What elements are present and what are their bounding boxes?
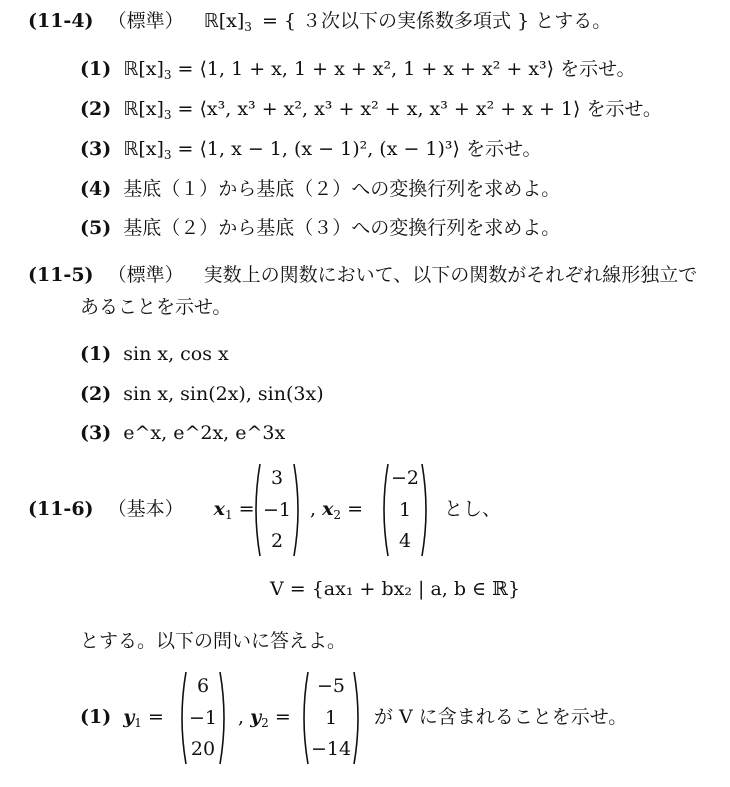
right-paren-icon xyxy=(421,462,431,558)
item-text: 基底（２）から基底（３）への変換行列を求めよ。 xyxy=(123,217,561,239)
vector-entry: 6 xyxy=(196,675,210,697)
vector-entry: −1 xyxy=(262,498,291,521)
problem-11-6-header: (11-6) （基本） $x_1$ = xyxy=(28,498,255,522)
y2-label: , $y_2$ = xyxy=(238,706,291,730)
q1-tail xyxy=(374,708,627,727)
right-paren-icon xyxy=(353,670,363,766)
difficulty-tag: （標準） xyxy=(107,10,184,32)
problem-11-4-item-4 xyxy=(80,180,560,199)
item-number: (1) xyxy=(80,706,112,728)
item-tail: を示せ。 xyxy=(459,138,542,160)
vector-entry: −2 xyxy=(390,467,419,489)
toshi-text xyxy=(444,500,501,519)
problem-11-5-item-2 xyxy=(80,385,324,404)
left-paren-icon xyxy=(299,670,309,766)
problem-11-5-header xyxy=(28,266,697,285)
intro-text: とする。以下の問いに答えよ。 xyxy=(80,630,347,652)
problem-id: (11-4) xyxy=(28,10,94,32)
problem-11-6-intro xyxy=(80,632,346,651)
set-definition xyxy=(270,580,520,599)
vector-entry: 1 xyxy=(398,498,412,521)
problem-11-5-item-3 xyxy=(80,424,285,443)
vector-entry: −14 xyxy=(310,738,352,760)
item-tail: を示せ。 xyxy=(580,98,662,120)
problem-statement-cont: あることを示せ。 xyxy=(80,296,232,318)
problem-11-5-line2 xyxy=(80,298,231,317)
difficulty-tag: （標準） xyxy=(107,264,184,286)
space-definition: = { ３次以下の実係数多項式 } とする。 xyxy=(261,10,612,32)
basis-expression: ⟨1, 1 + x, 1 + x + x², 1 + x + x² + x³⟩ xyxy=(199,58,555,80)
basis-expression: ⟨1, x − 1, (x − 1)², (x − 1)³⟩ xyxy=(199,138,460,160)
space-name: [x] xyxy=(218,10,245,32)
item-number: (4) xyxy=(80,178,112,200)
problem-11-4-header xyxy=(28,10,612,34)
problem-id: (11-6) xyxy=(28,498,94,520)
vector-entry: 4 xyxy=(398,530,412,552)
item-text: 基底（１）から基底（２）への変換行列を求めよ。 xyxy=(123,178,561,200)
item-text: sin x, cos x xyxy=(123,343,229,365)
problem-11-5-item-1 xyxy=(80,345,229,364)
problem-11-4-item-3: (3) $ℝ[x]_3$ = ⟨1, x − 1, (x − 1)², (x − 1)³⟩ を示せ。 xyxy=(80,138,542,162)
right-paren-icon xyxy=(219,670,229,766)
vector-y1 xyxy=(172,670,234,766)
real-symbol: ℝ xyxy=(203,10,219,32)
item-number: (2) xyxy=(80,383,112,405)
item-number: (5) xyxy=(80,217,112,239)
vector-x2 xyxy=(378,462,432,558)
problem-statement: 実数上の関数において、以下の関数がそれぞれ線形独立で xyxy=(203,264,698,286)
problem-11-4-item-1: (1) $ℝ[x]_3$ = ⟨1, 1 + x, 1 + x + x², 1 + x + x² + x³⟩ を示せ。 xyxy=(80,58,636,82)
problem-id: (11-5) xyxy=(28,264,94,286)
item-number: (3) xyxy=(80,138,112,160)
item-tail: を示せ。 xyxy=(554,58,636,80)
item-number: (2) xyxy=(80,98,112,120)
problem-11-4-item-5 xyxy=(80,219,560,238)
set-definition-text: V = {ax₁ + bx₂ | a, b ∈ ℝ} xyxy=(270,578,521,600)
item-number: (1) xyxy=(80,343,112,365)
vector-entry: 3 xyxy=(270,467,284,489)
item-text: sin x, sin(2x), sin(3x) xyxy=(123,383,324,405)
toshi-label: とし、 xyxy=(444,498,502,520)
vector-x1 xyxy=(250,462,304,558)
item-text: e^x, e^2x, e^3x xyxy=(123,422,286,444)
problem-11-4-item-2: (2) $ℝ[x]_3$ = ⟨x³, x³ + x², x³ + x² + x, x³ + x² + x + 1⟩ を示せ。 xyxy=(80,98,662,122)
vector-entry: −5 xyxy=(316,675,345,697)
difficulty-tag: （基本） xyxy=(107,498,184,520)
x2-label: , $x_2$ = xyxy=(310,498,364,522)
left-paren-icon xyxy=(379,462,389,558)
basis-expression: ⟨x³, x³ + x², x³ + x² + x, x³ + x² + x + 1⟩ xyxy=(199,98,581,120)
item-number: (3) xyxy=(80,422,112,444)
q1-tail-text: が V に含まれることを示せ。 xyxy=(374,706,628,728)
item-number: (1) xyxy=(80,58,112,80)
vector-entry: −1 xyxy=(188,706,217,729)
left-paren-icon xyxy=(177,670,187,766)
problem-11-6-q1: (1) $y_1$ = xyxy=(80,706,164,730)
vector-y2 xyxy=(298,670,364,766)
vector-entry: 20 xyxy=(190,738,216,760)
space-sub: 3 xyxy=(244,20,252,34)
vector-entry: 1 xyxy=(324,706,338,729)
right-paren-icon xyxy=(293,462,303,558)
left-paren-icon xyxy=(251,462,261,558)
vector-entry: 2 xyxy=(270,530,284,552)
